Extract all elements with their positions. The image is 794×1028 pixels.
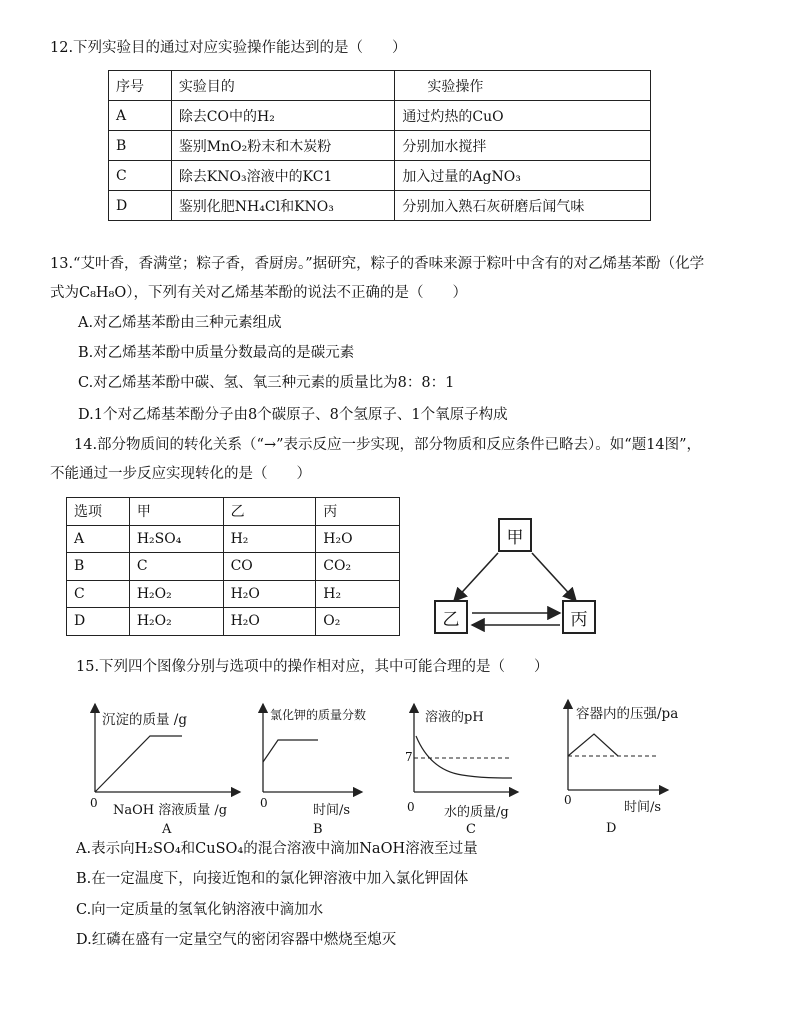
table-row xyxy=(67,525,400,553)
header-cell: 选项 xyxy=(67,498,130,526)
row-jia: H₂O₂ xyxy=(129,608,223,636)
arrow-jia-to-yi xyxy=(454,553,498,601)
curve xyxy=(95,736,182,792)
q15-option-d: D.红磷在盛有一定量空气的密闭容器中燃烧至熄灭 xyxy=(76,932,397,948)
node-yi: 乙 xyxy=(434,600,468,634)
graph-c-origin: 0 xyxy=(407,800,415,814)
row-option: C xyxy=(67,580,130,608)
row-yi: H₂ xyxy=(223,525,316,553)
q14-stem-line1: 14.部分物质间的转化关系（“→”表示反应一步实现，部分物质和反应条件已略去）。如“题14图”， xyxy=(74,437,702,453)
table-row xyxy=(109,101,651,131)
header-cell: 丙 xyxy=(316,498,400,526)
row-goal: 鉴别MnO₂粉末和木炭粉 xyxy=(171,131,395,161)
row-goal: 鉴别化肥NH₄Cl和KNO₃ xyxy=(171,191,395,221)
row-goal: 除去CO中的H₂ xyxy=(171,101,395,131)
row-id: A xyxy=(109,101,172,131)
table-row xyxy=(109,191,651,221)
row-bing: H₂ xyxy=(316,580,400,608)
graph-b-origin: 0 xyxy=(260,796,268,810)
node-bing: 丙 xyxy=(562,600,596,634)
graph-c-xlabel: 水的质量/g xyxy=(444,805,509,820)
graph-d-origin: 0 xyxy=(564,793,572,807)
row-op: 通过灼热的CuO xyxy=(395,101,651,131)
curve xyxy=(568,734,618,756)
table-row xyxy=(109,161,651,191)
row-id: D xyxy=(109,191,172,221)
q15-option-c: C.向一定质量的氢氧化钠溶液中滴加水 xyxy=(76,902,324,918)
graph-b-xlabel: 时间/s xyxy=(313,803,351,818)
graph-a-ylabel: 沉淀的质量 /g xyxy=(102,712,187,728)
row-option: A xyxy=(67,525,130,553)
row-jia: H₂O₂ xyxy=(129,580,223,608)
row-bing: CO₂ xyxy=(316,553,400,581)
q14-stem-line2: 不能通过一步反应实现转化的是（ ） xyxy=(50,466,311,482)
row-id: B xyxy=(109,131,172,161)
table-row xyxy=(109,131,651,161)
table-header-row xyxy=(67,498,400,526)
curve xyxy=(416,736,512,778)
q13-option-a: A.对乙烯基苯酚由三种元素组成 xyxy=(78,315,282,331)
row-yi: H₂O xyxy=(223,608,316,636)
graph-c-letter: C xyxy=(466,822,476,837)
row-op: 分别加入熟石灰研磨后闻气味 xyxy=(395,191,651,221)
q15-option-a: A.表示向H₂SO₄和CuSO₄的混合溶液中滴加NaOH溶液至过量 xyxy=(76,841,478,857)
row-op: 加入过量的AgNO₃ xyxy=(395,161,651,191)
row-jia: H₂SO₄ xyxy=(129,525,223,553)
graph-d-letter: D xyxy=(606,821,617,836)
table-row xyxy=(67,553,400,581)
q14-table xyxy=(66,497,400,636)
node-jia: 甲 xyxy=(498,518,532,552)
header-cell: 实验操作 xyxy=(395,71,651,101)
q13-option-b: B.对乙烯基苯酚中质量分数最高的是碳元素 xyxy=(78,345,355,361)
table-header-row xyxy=(109,71,651,101)
graph-d-xlabel: 时间/s xyxy=(624,800,662,815)
graph-a-xlabel: NaOH 溶液质量 /g xyxy=(113,803,228,818)
graph-c-ylabel: 溶液的pH xyxy=(425,710,484,725)
row-yi: CO xyxy=(223,553,316,581)
row-option: D xyxy=(67,608,130,636)
header-cell: 甲 xyxy=(129,498,223,526)
graph-b-ylabel: 氯化钾的质量分数 xyxy=(270,708,367,722)
q13-option-d: D.1个对乙烯基苯酚分子由8个碳原子、8个氢原子、1个氧原子构成 xyxy=(78,407,508,423)
row-jia: C xyxy=(129,553,223,581)
row-option: B xyxy=(67,553,130,581)
curve xyxy=(263,740,318,762)
table-row xyxy=(67,608,400,636)
q15-stem: 15.下列四个图像分别与选项中的操作相对应，其中可能合理的是（ ） xyxy=(76,659,549,675)
q15-option-b: B.在一定温度下，向接近饱和的氯化钾溶液中加入氯化钾固体 xyxy=(76,871,469,887)
header-cell: 序号 xyxy=(109,71,172,101)
row-id: C xyxy=(109,161,172,191)
arrow-jia-to-bing xyxy=(532,553,576,601)
header-cell: 实验目的 xyxy=(171,71,395,101)
q12-stem: 12.下列实验目的通过对应实验操作能达到的是（ ） xyxy=(50,40,407,56)
graph-c-ref: 7 xyxy=(405,750,413,764)
row-goal: 除去KNO₃溶液中的KC1 xyxy=(171,161,395,191)
graph-b-letter: B xyxy=(313,822,323,837)
graph-d-ylabel: 容器内的压强/pa xyxy=(576,706,679,722)
graph-a-letter: A xyxy=(162,822,172,837)
table-row xyxy=(67,580,400,608)
q13-option-c: C.对乙烯基苯酚中碳、氢、氧三种元素的质量比为8：8：1 xyxy=(78,375,455,391)
row-yi: H₂O xyxy=(223,580,316,608)
header-cell: 乙 xyxy=(223,498,316,526)
q13-stem-line1: 13.“艾叶香，香满堂；粽子香，香厨房。”据研究，粽子的香味来源于粽叶中含有的对乙烯基苯酚（化学 xyxy=(50,256,705,272)
row-bing: O₂ xyxy=(316,608,400,636)
row-op: 分别加水搅拌 xyxy=(395,131,651,161)
q12-table xyxy=(108,70,651,221)
q13-stem-line2: 式为C₈H₈O），下列有关对乙烯基苯酚的说法不正确的是（ ） xyxy=(50,285,468,301)
row-bing: H₂O xyxy=(316,525,400,553)
graph-a-origin: 0 xyxy=(90,796,98,810)
